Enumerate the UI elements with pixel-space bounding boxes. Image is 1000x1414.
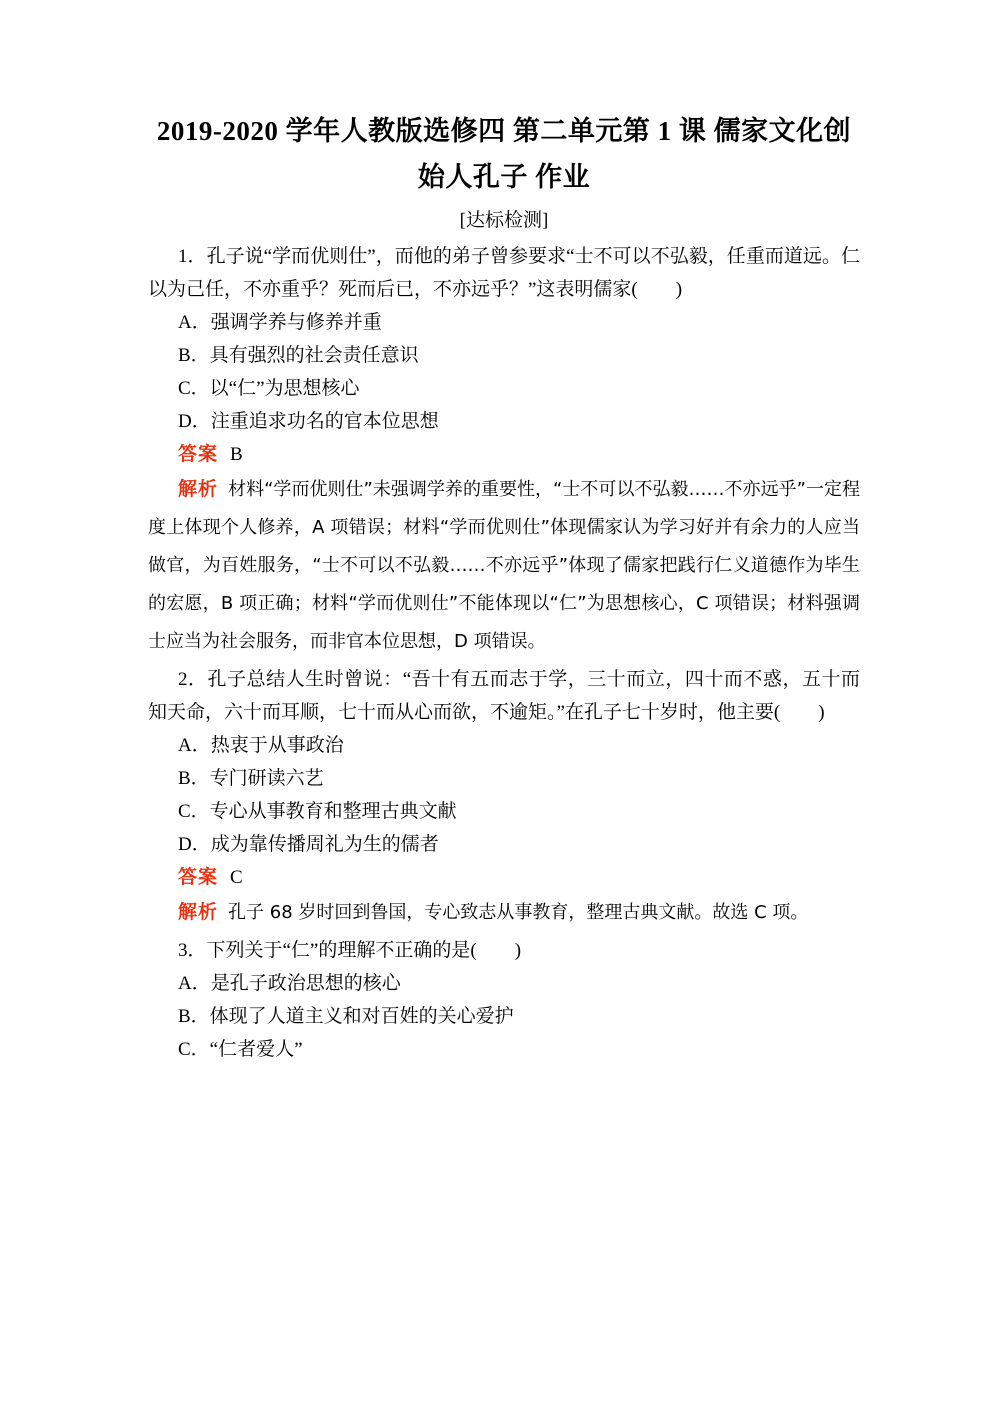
question-stem: 2．孔子总结人生时曾说：“吾十有五而志于学，三十而立，四十而不惑，五十而知天命，六十而耳顺，七十而从心而欲，不逾矩。”在孔子七十岁时，他主要( ) [148,669,860,723]
answer-tag: 答案 [178,867,219,888]
page-title: 2019-2020 学年人教版选修四 第二单元第 1 课 儒家文化创始人孔子 作业 [156,116,852,192]
explanation-line [148,471,860,661]
question-option: B．具有强烈的社会责任意识 [178,345,419,366]
question-option: A．是孔子政治思想的核心 [178,973,401,994]
question-option: C．以“仁”为思想核心 [178,378,360,399]
question-option: C．“仁者爱人” [178,1039,303,1060]
question-stem: 3．下列关于“仁”的理解不正确的是( ) [178,940,522,961]
answer-value: C [230,867,243,888]
section-label: [达标检测] [459,210,549,231]
answer-line [148,861,860,894]
question-option: D．注重追求功名的官本位思想 [178,411,439,432]
question-option: B．专门研读六艺 [178,768,324,789]
explanation-text: 孔子 68 岁时回到鲁国，专心致志从事教育，整理古典文献。故选 C 项。 [228,902,809,923]
answer-value: B [230,444,243,465]
question-block-3 [148,934,860,1066]
explanation-text: 材料“学而优则仕”未强调学养的重要性，“士不可以不弘毅……不亦远乎”一定程度上体现个人修养，A 项错误；材料“学而优则仕”体现儒家认为学习好并有余力的人应当做官，为百姓服务，“士不可以不弘毅……不亦远乎”体现了儒家把践行仁义道德作为毕生的宏愿，B 项正确；材料“学而优则仕”不能体现以“仁”为思想核心，C 项错误；材料强调士应当为社会服务，而非官本位思想，D 项错误。 [148,479,860,652]
explanation-tag: 解析 [178,902,219,923]
question-option: D．成为靠传播周礼为生的儒者 [178,834,439,855]
answer-line [148,438,860,471]
question-block-1 [148,240,860,661]
question-option: C．专心从事教育和整理古典文献 [178,801,457,822]
question-option: A．热衷于从事政治 [178,735,344,756]
answer-tag: 答案 [178,444,219,465]
explanation-tag: 解析 [178,479,219,500]
document-content [148,108,860,1066]
question-stem: 1．孔子说“学而优则仕”，而他的弟子曾参要求“士不可以不弘毅，任重而道远。仁以为己任，不亦重乎？死而后已，不亦远乎？”这表明儒家( ) [148,246,860,300]
question-block-2 [148,663,860,932]
question-option: A．强调学养与修养并重 [178,312,382,333]
explanation-line [148,894,860,932]
question-option: B．体现了人道主义和对百姓的关心爱护 [178,1006,514,1027]
